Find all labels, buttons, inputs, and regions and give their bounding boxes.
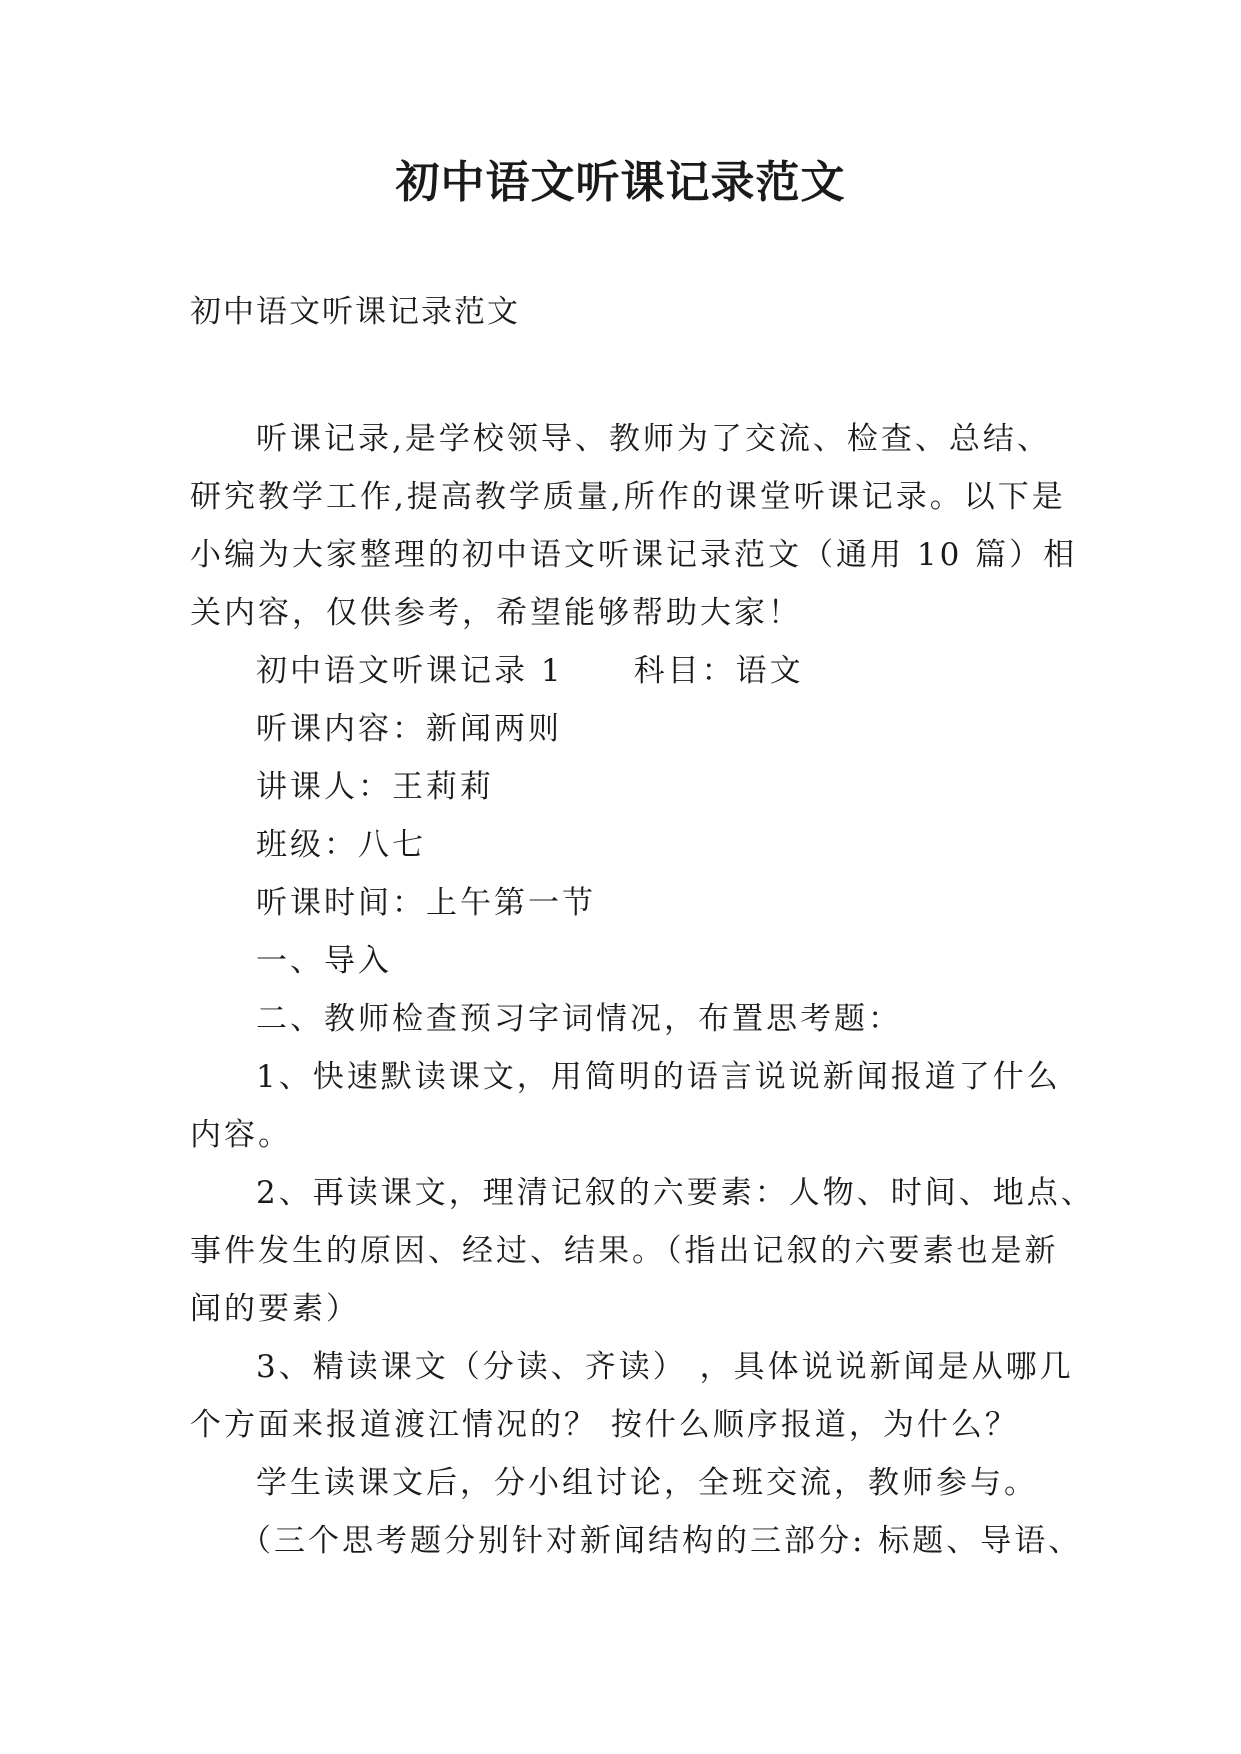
document-subtitle: 初中语文听课记录范文 <box>190 294 520 330</box>
paragraph-line: 听课记录,是学校领导、教师为了交流、检查、总结、 <box>256 421 1051 457</box>
content-field: 听课内容：新闻两则 <box>256 711 562 747</box>
subject-field: 科目：语文 <box>633 653 804 689</box>
section-heading: 二、教师检查预习字词情况，布置思考题： <box>256 1001 902 1037</box>
paragraph-line: 小编为大家整理的初中语文听课记录范文（通用 10 篇）相 <box>190 537 1078 573</box>
record-heading-line <box>190 642 1070 700</box>
paragraph-line: 学生读课文后，分小组讨论，全班交流，教师参与。 <box>256 1465 1038 1501</box>
paragraph-line: 关内容，仅供参考，希望能够帮助大家！ <box>190 595 802 631</box>
record-heading: 初中语文听课记录 1 <box>256 653 564 689</box>
time-field: 听课时间：上午第一节 <box>256 885 596 921</box>
section-heading: 一、导入 <box>256 943 392 979</box>
list-item: 3、精读课文（分读、齐读） ，具体说说新闻是从哪几 <box>256 1349 1074 1385</box>
list-item-continuation: 内容。 <box>190 1117 292 1153</box>
list-item: 1、快速默读课文，用简明的语言说说新闻报道了什么 <box>256 1059 1061 1095</box>
list-item-continuation: 事件发生的原因、经过、结果。（指出记叙的六要素也是新 <box>190 1233 1059 1269</box>
teacher-field: 讲课人：王莉莉 <box>256 769 494 805</box>
class-field: 班级：八七 <box>256 827 426 863</box>
paragraph-line: （三个思考题分别针对新闻结构的三部分: 标题、导语、 <box>240 1523 1083 1559</box>
list-item-continuation: 个方面来报道渡江情况的？ 按什么顺序报道，为什么？ <box>190 1407 1019 1443</box>
document-body <box>190 410 1095 1570</box>
list-item: 2、再读课文，理清记叙的六要素：人物、时间、地点、 <box>256 1175 1095 1211</box>
list-item-continuation: 闻的要素） <box>190 1291 360 1327</box>
document-title: 初中语文听课记录范文 <box>395 157 846 208</box>
paragraph-line: 研究教学工作,提高教学质量,所作的课堂听课记录。以下是 <box>190 479 1066 515</box>
